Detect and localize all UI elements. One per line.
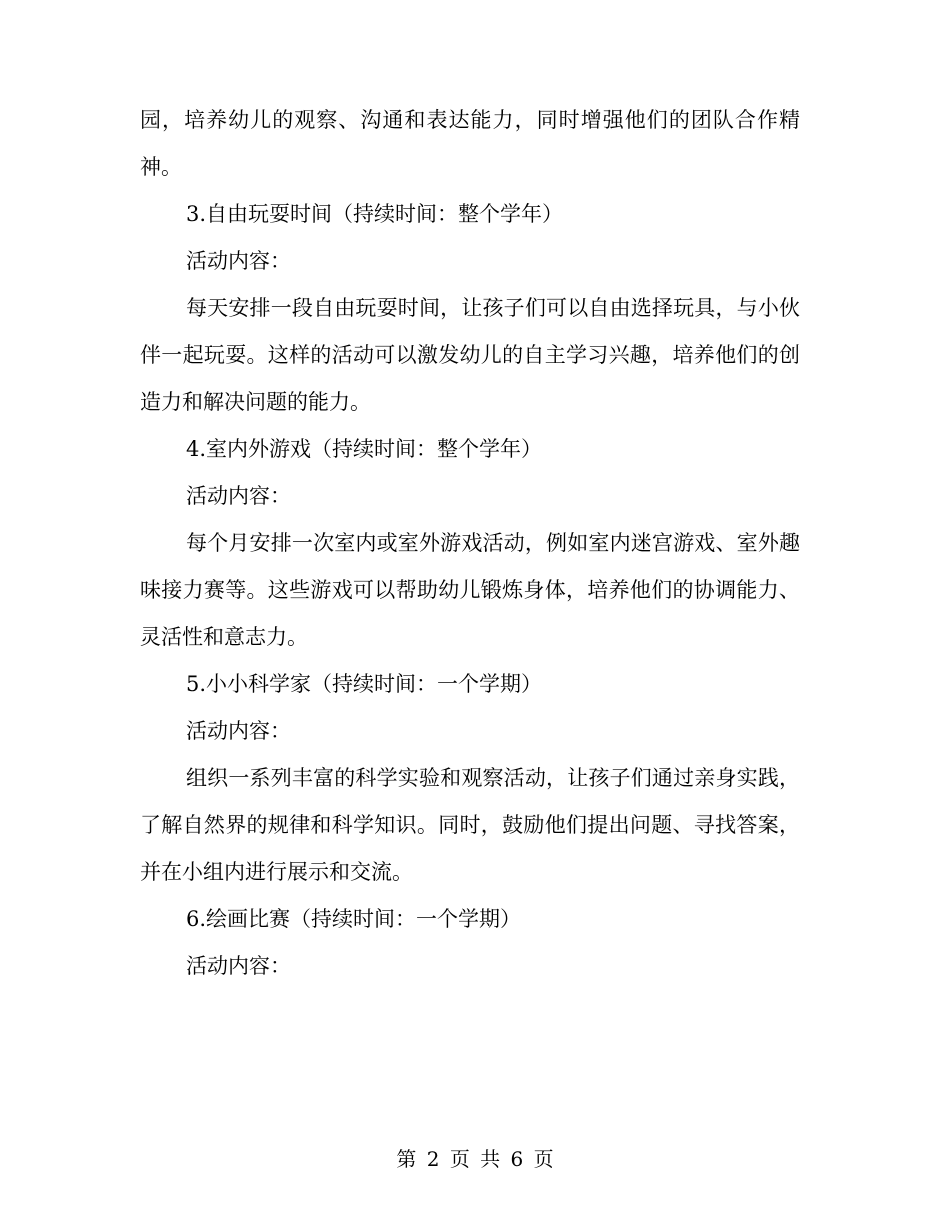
activity-content-label: 活动内容： (186, 484, 291, 508)
paragraph-little-scientist: 组织一系列丰富的科学实验和观察活动，让孩子们通过亲身实践，了解自然界的规律和科学知识。同时，鼓励他们提出问题、寻找答案，并在小组内进行展示和交流。 (140, 766, 800, 884)
section-heading-little-scientist: 5.小小科学家（持续时间：一个学期） (186, 672, 543, 696)
section-heading-drawing-contest: 6.绘画比赛（持续时间：一个学期） (186, 907, 522, 931)
section-heading-indoor-outdoor-games: 4.室内外游戏（持续时间：整个学年） (186, 437, 543, 461)
section-heading-free-play: 3.自由玩耍时间（持续时间：整个学年） (186, 202, 564, 226)
activity-content-label: 活动内容： (186, 954, 291, 978)
paragraph-free-play: 每天安排一段自由玩耍时间，让孩子们可以自由选择玩具，与小伙伴一起玩耍。这样的活动可以激发幼儿的自主学习兴趣，培养他们的创造力和解决问题的能力。 (140, 296, 800, 414)
activity-content-label: 活动内容： (186, 719, 291, 743)
document-body (140, 97, 800, 990)
paragraph-continuation: 园，培养幼儿的观察、沟通和表达能力，同时增强他们的团队合作精神。 (140, 108, 800, 179)
paragraph-indoor-outdoor-games: 每个月安排一次室内或室外游戏活动，例如室内迷宫游戏、室外趣味接力赛等。这些游戏可以帮助幼儿锻炼身体，培养他们的协调能力、灵活性和意志力。 (140, 531, 800, 649)
page-number-footer: 第 2 页 共 6 页 (396, 1147, 554, 1171)
activity-content-label: 活动内容： (186, 249, 291, 273)
